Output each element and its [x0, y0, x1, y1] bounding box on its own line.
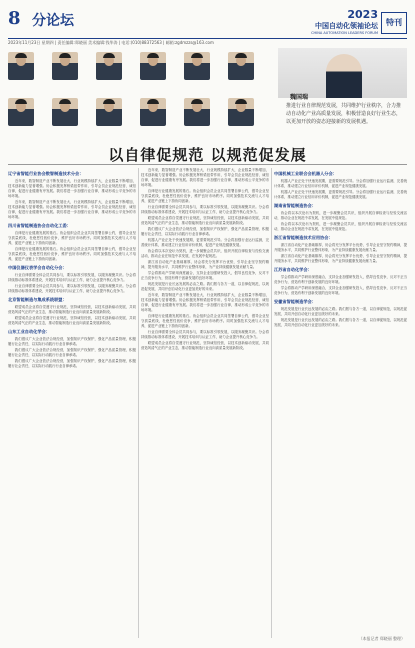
section-title: 辽宁省智能行业协会数智制造技术分会： — [8, 171, 84, 176]
section-body: 行业自律需要全体会员共同参与，要以标准引领发展，以服务凝聚共识。分会将持续推动标准体系建设，开展技术培训与认证工作，助力企业提升核心竞争力。 — [141, 330, 269, 339]
section-body: 机器人产业正处于快速发展期，更需要规范引导。分会将加强行业运行监测，完善统计体系，推动建立行业信用评价机制，促进产业规范健康发展。 — [141, 238, 269, 247]
section-body: 学会将推动产学研用深度融合，支持企业加强研发投入，倡导良性竞争，反对不正当竞争行为，营造有利于创新发展的良好环境。 — [274, 275, 407, 284]
section-title: 山东工业自动化学会： — [8, 329, 50, 334]
brand-year: 2023 — [347, 8, 378, 21]
headline-rule — [8, 164, 407, 165]
speaker-photo — [184, 98, 210, 126]
section-body: 协会将以本次论坛为契机，进一步凝聚会员共识，组织开展自律检查与经验交流活动，推动企业在规范中求发展，在发展中促规范。 — [141, 249, 269, 258]
section-body: 我们倡议广大企业依法合规经营，加强知识产权保护，强化产品质量管理，积极履行社会责任，以实际行动践行行业自律承诺。 — [8, 348, 136, 357]
section-body: 浙江省自动化产业基础雄厚，协会将充分发挥平台优势，引导企业坚守契约精神，提升服务水平，共同维护行业整体形象，为产业持续健康发展贡献力量。 — [274, 243, 407, 252]
section-body: 行业自律需要全体会员共同参与，要以标准引领发展，以服务凝聚共识。分会将持续推动标准体系建设，开展技术培训与认证工作，助力企业提升核心竞争力。 — [141, 205, 269, 214]
featured-photo — [278, 48, 407, 98]
section-body: 浙江省自动化产业基础雄厚，协会将充分发挥平台优势，引导企业坚守契约精神，提升服务水平，共同维护行业整体形象，为产业持续健康发展贡献力量。 — [141, 260, 269, 269]
section-body: 学会将推动产学研用深度融合，支持企业加强研发投入，倡导良性竞争，反对不正当竞争行为，营造有利于创新发展的良好环境。 — [274, 286, 407, 295]
section-body: 近年来，数智制造产业不断发展壮大，行业规模持续扩大，企业数量不断增加，技术创新能力显著增强。协会积极发挥桥梁纽带作用，引导会员企业规范经营、诚信自律，促进行业健康有序发展。我们将进一步加强行业自律，推动形成公平竞争的市场环境。 — [8, 200, 136, 219]
speaker-photo — [228, 98, 254, 126]
section-name: 分论坛 — [32, 13, 74, 29]
section-body: 自律是行业健康发展的基石。协会组织会员企业共同签署自律公约，倡导企业坚守质量底线，杜绝恶性低价竞争，维护良好市场秩序。同时加强技术交流与人才培养，促进产业链上下游协同创新。 — [8, 231, 136, 245]
section-title: 浙江省智能制造技术应用协会： — [274, 235, 333, 240]
page-number: 8 — [8, 8, 21, 29]
section-body: 协会将以本次论坛为契机，进一步凝聚会员共识，组织开展自律检查与经验交流活动，推动企业在规范中求发展，在发展中促规范。 — [274, 211, 407, 220]
section-body: 浙江省自动化产业基础雄厚，协会将充分发挥平台优势，引导企业坚守契约精神，提升服务水平，共同维护行业整体形象，为产业持续健康发展贡献力量。 — [274, 254, 407, 263]
speaker-photo — [228, 52, 254, 80]
column-divider — [271, 168, 272, 638]
speaker-photo — [52, 98, 78, 126]
section-title: 中国仪器仪表学会自动化分会： — [8, 265, 67, 270]
page-meta: 2023年11月23日 星期四 | 责任编辑:郑晓丽 美术编辑:钱华涛 | 电话:(010)88372563 | 邮箱:zgdmzzs@163.com — [8, 40, 214, 45]
section-title: 中国机械工业联合会机器人分会： — [274, 171, 337, 176]
section-body: 行业自律需要全体会员共同参与，要以标准引领发展，以服务凝聚共识。分会将持续推动标准体系建设，开展技术培训与认证工作，助力企业提升核心竞争力。 — [8, 273, 136, 282]
section-body: 规范发展是行业长远发展的必由之路。我们愿与各方一道，以自律促规范，以规范促发展，共同开创自动化行业更加美好的未来。 — [274, 318, 407, 327]
speaker-photo — [96, 98, 122, 126]
article-column-2 — [141, 168, 269, 643]
brand-block — [280, 8, 378, 35]
speaker-photo — [140, 52, 166, 80]
speaker-photos — [8, 52, 278, 142]
section-body: 我们倡议广大企业依法合规经营，加强知识产权保护，强化产品质量管理，积极履行社会责任，以实际行动践行行业自律承诺。 — [8, 359, 136, 368]
column-divider — [138, 168, 139, 638]
speaker-photo — [52, 52, 78, 80]
brand-sub: CHINA AUTOMATION LEADERS FORUM — [311, 31, 378, 35]
special-badge: 特刊 — [381, 12, 407, 34]
article-column-1 — [8, 168, 136, 643]
section-body: 协会将以本次论坛为契机，进一步凝聚会员共识，组织开展自律检查与经验交流活动，推动企业在规范中求发展，在发展中促规范。 — [274, 222, 407, 231]
section-body: 自律是行业健康发展的基石。协会组织会员企业共同签署自律公约，倡导企业坚守质量底线，杜绝恶性低价竞争，维护良好市场秩序。同时加强技术交流与人才培养，促进产业链上下游协同创新。 — [141, 189, 269, 203]
section-body: 机器人产业正处于快速发展期，更需要规范引导。分会将加强行业运行监测，完善统计体系，推动建立行业信用评价机制，促进产业规范健康发展。 — [274, 190, 407, 199]
speaker-photo — [140, 98, 166, 126]
main-headline: 以自律促规范 以规范促发展 — [108, 146, 307, 164]
section-body: 我们倡议广大企业依法合规经营，加强知识产权保护，强化产品质量管理，积极履行社会责任，以实际行动践行行业自律承诺。 — [8, 337, 136, 346]
section-title: 北京智能制造与集成系统联盟： — [8, 297, 67, 302]
section-body: 行业自律需要全体会员共同参与，要以标准引领发展，以服务凝聚共识。分会将持续推动标准体系建设，开展技术培训与认证工作，助力企业提升核心竞争力。 — [8, 284, 136, 293]
featured-quote: 推进行业自律规范发展，共同维护行业秩序，合力推动自动化产业高质量发展，积极营造良好行业生态，以更加开放的姿态迎接新的发展机遇。 — [286, 103, 402, 125]
article-credit: （本报记者 郑晓丽 整理） — [358, 636, 405, 641]
speaker-photo — [96, 52, 122, 80]
section-body: 近年来，数智制造产业不断发展壮大，行业规模持续扩大，企业数量不断增加，技术创新能力显著增强。协会积极发挥桥梁纽带作用，引导会员企业规范经营、诚信自律，促进行业健康有序发展。我们将进一步加强行业自律，推动形成公平竞争的市场环境。 — [8, 179, 136, 198]
section-body: 联盟成员企业将自觉遵守行业规范，坚持诚信经营，以技术创新驱动发展，共同营造风清气正的产业生态，推动智能制造行业迈向高质量发展新阶段。 — [141, 216, 269, 225]
section-title: 四川省智能制造协会自动化工委： — [8, 223, 71, 228]
section-body: 我们倡议广大企业依法合规经营，加强知识产权保护，强化产品质量管理，积极履行社会责任，以实际行动践行行业自律承诺。 — [141, 227, 269, 236]
header-rule — [8, 38, 407, 39]
section-body: 联盟成员企业将自觉遵守行业规范，坚持诚信经营，以技术创新驱动发展，共同营造风清气正的产业生态，推动智能制造行业迈向高质量发展新阶段。 — [141, 341, 269, 350]
section-body: 规范发展是行业长远发展的必由之路。我们愿与各方一道，以自律促规范，以规范促发展，共同开创自动化行业更加美好的未来。 — [274, 307, 407, 316]
featured-person — [326, 54, 362, 98]
section-title: 安徽省智能制造学会： — [274, 299, 316, 304]
section-body: 自律是行业健康发展的基石。协会组织会员企业共同签署自律公约，倡导企业坚守质量底线，杜绝恶性低价竞争，维护良好市场秩序。同时加强技术交流与人才培养，促进产业链上下游协同创新。 — [8, 247, 136, 261]
section-body: 机器人产业正处于快速发展期，更需要规范引导。分会将加强行业运行监测，完善统计体系，推动建立行业信用评价机制，促进产业规范健康发展。 — [274, 179, 407, 188]
section-body: 近年来，数智制造产业不断发展壮大，行业规模持续扩大，企业数量不断增加，技术创新能力显著增强。协会积极发挥桥梁纽带作用，引导会员企业规范经营、诚信自律，促进行业健康有序发展。我们将进一步加强行业自律，推动形成公平竞争的市场环境。 — [141, 168, 269, 187]
section-body: 学会将推动产学研用深度融合，支持企业加强研发投入，倡导良性竞争，反对不正当竞争行为，营造有利于创新发展的良好环境。 — [141, 271, 269, 280]
featured-name: 魏国瑞 — [290, 94, 309, 101]
section-body: 联盟成员企业将自觉遵守行业规范，坚持诚信经营，以技术创新驱动发展，共同营造风清气正的产业生态，推动智能制造行业迈向高质量发展新阶段。 — [8, 305, 136, 314]
section-body: 近年来，数智制造产业不断发展壮大，行业规模持续扩大，企业数量不断增加，技术创新能力显著增强。协会积极发挥桥梁纽带作用，引导会员企业规范经营、诚信自律，促进行业健康有序发展。我们将进一步加强行业自律，推动形成公平竞争的市场环境。 — [141, 293, 269, 312]
brand-name: 中国自动化领袖论坛 — [315, 22, 378, 30]
speaker-photo — [184, 52, 210, 80]
section-body: 规范发展是行业长远发展的必由之路。我们愿与各方一道，以自律促规范，以规范促发展，共同开创自动化行业更加美好的未来。 — [141, 282, 269, 291]
section-title: 湖南省智能制造协会： — [274, 203, 316, 208]
article-column-3 — [274, 168, 407, 643]
section-body: 自律是行业健康发展的基石。协会组织会员企业共同签署自律公约，倡导企业坚守质量底线，杜绝恶性低价竞争，维护良好市场秩序。同时加强技术交流与人才培养，促进产业链上下游协同创新。 — [141, 314, 269, 328]
speaker-photo — [8, 52, 34, 80]
section-title: 江苏省自动化学会： — [274, 267, 312, 272]
section-body: 联盟成员企业将自觉遵守行业规范，坚持诚信经营，以技术创新驱动发展，共同营造风清气正的产业生态，推动智能制造行业迈向高质量发展新阶段。 — [8, 316, 136, 325]
speaker-photo — [8, 98, 34, 126]
